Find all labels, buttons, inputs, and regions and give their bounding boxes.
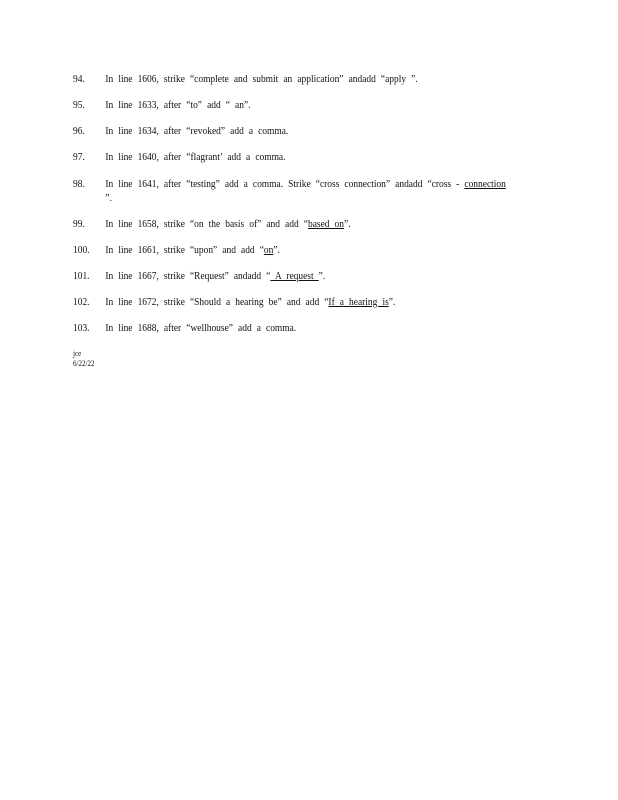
amendment-number: 99.	[73, 219, 85, 230]
amendment-text-segment: ”.	[318, 271, 326, 282]
amendment-number: 97.	[73, 152, 85, 163]
underlined-insertion: A request	[270, 271, 319, 282]
amendment-text-segment: In line 1688, after “wellhouse” add a comma.	[105, 323, 297, 334]
amendment-number: 103.	[73, 323, 90, 334]
amendment-text	[105, 322, 506, 336]
author-initials-block	[73, 349, 95, 369]
underlined-insertion: on	[263, 245, 274, 256]
amendment-text	[105, 296, 506, 310]
amendment-number: 94.	[73, 74, 85, 85]
amendment-text	[105, 99, 506, 113]
amendment-text	[105, 244, 506, 258]
amendment-text-segment: In line 1661, strike “upon” and add “	[105, 245, 264, 256]
amendment-text	[105, 270, 506, 284]
amendment-number: 102.	[73, 297, 90, 308]
amendment-text-segment: ”.	[105, 193, 112, 204]
amendment-text	[105, 73, 506, 87]
amendment-text-segment: ”.	[388, 297, 396, 308]
amendment-text-segment: ”.	[273, 245, 280, 256]
author-initials: jce	[73, 349, 82, 358]
amendment-text-segment: ”.	[344, 219, 351, 230]
amendment-text-segment: In line 1640, after “flagrant’ add a comma.	[105, 152, 286, 163]
amendment-number: 101.	[73, 271, 90, 282]
amendment-text	[105, 178, 506, 206]
underlined-insertion: If a hearing is	[328, 297, 389, 308]
amendment-text-segment: In line 1667, strike “Request” andadd “	[105, 271, 271, 282]
amendment-number: 96.	[73, 126, 85, 137]
underlined-insertion: based on	[307, 219, 345, 230]
amendment-text-segment: In line 1641, after “testing” add a comma. Strike “cross connection” andadd “cross -	[105, 179, 465, 190]
document-date: 6/22/22	[73, 359, 95, 368]
amendment-text-segment: In line 1633, after “to” add “ an”.	[105, 100, 251, 111]
underlined-insertion: connection	[464, 179, 506, 190]
amendment-text	[105, 151, 506, 165]
amendment-number: 95.	[73, 100, 85, 111]
amendment-text	[105, 125, 506, 139]
amendment-number: 100.	[73, 245, 90, 256]
amendment-text-segment: In line 1634, after “revoked” add a comma.	[105, 126, 289, 137]
amendment-text-segment: In line 1658, strike “on the basis of” and add “	[105, 219, 308, 230]
amendment-text-segment: In line 1672, strike “Should a hearing be” and add “	[105, 297, 329, 308]
amendment-text	[105, 218, 506, 232]
amendment-text-segment: In line 1606, strike “complete and submit an application” andadd “apply ”.	[105, 74, 418, 85]
amendment-number: 98.	[73, 179, 85, 190]
